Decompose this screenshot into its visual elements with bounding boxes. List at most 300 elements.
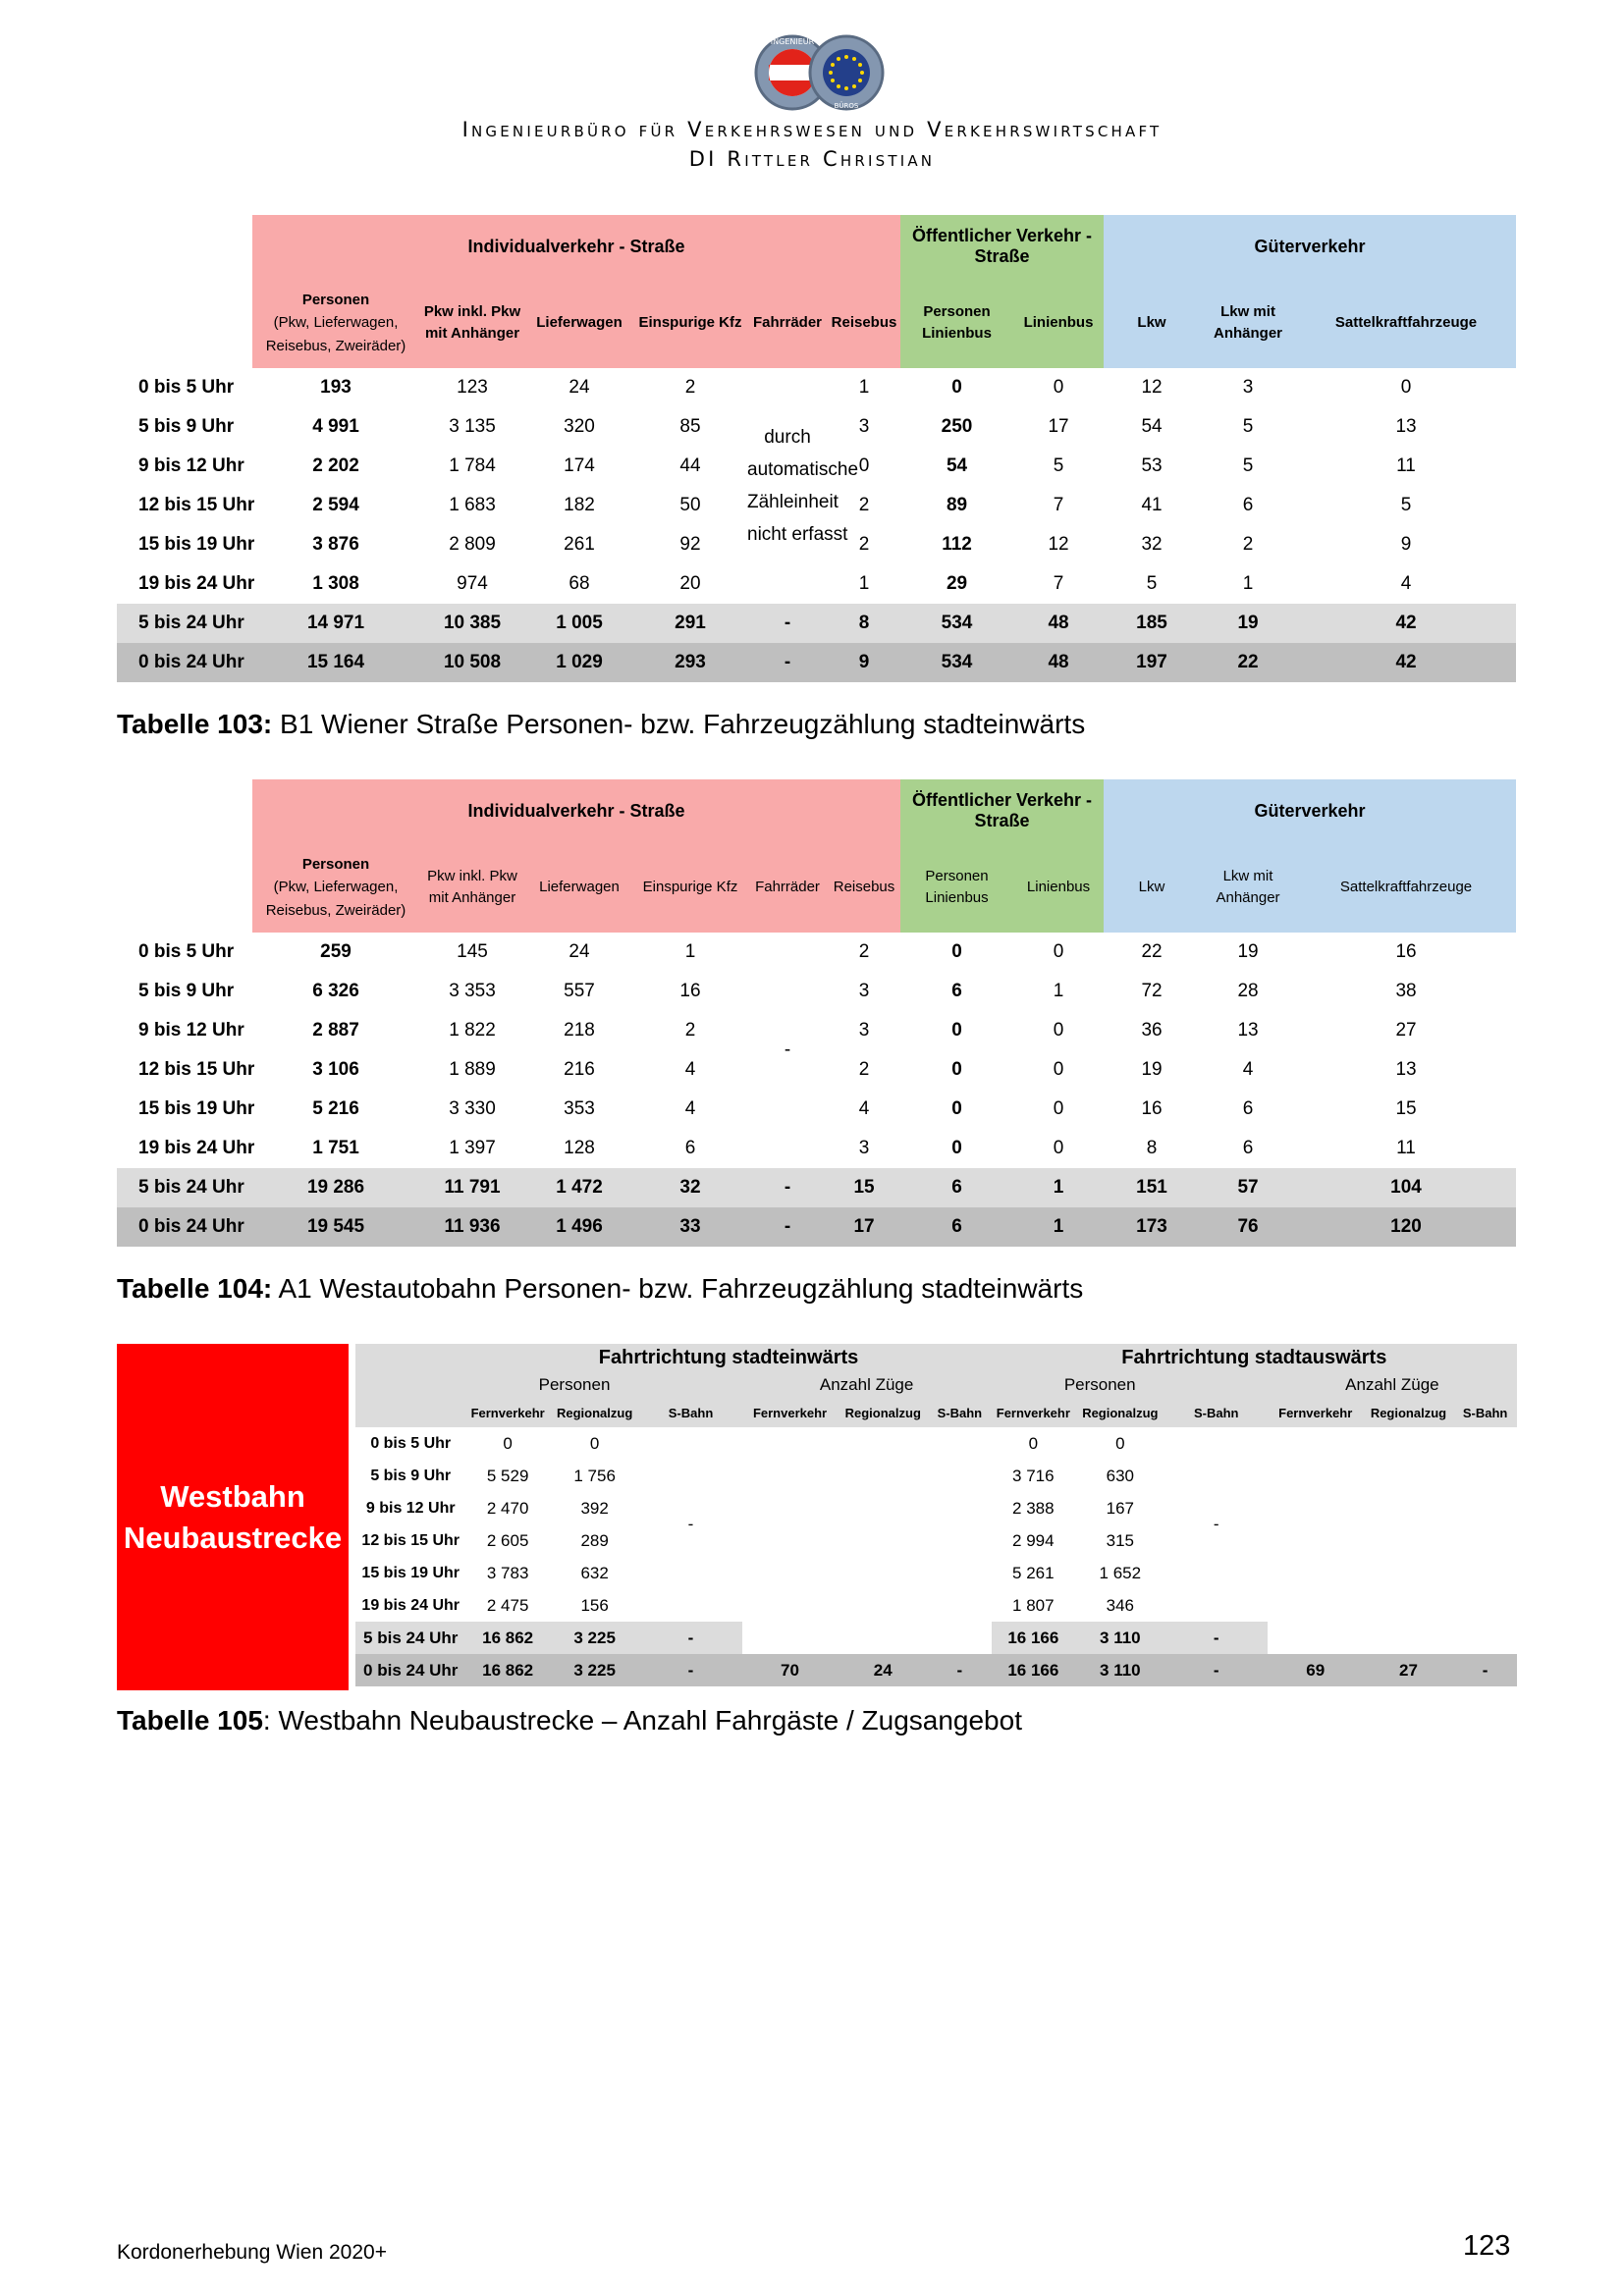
cell: 2 594 xyxy=(312,495,359,515)
cell: 1 784 xyxy=(449,455,496,476)
cell: 24 xyxy=(838,1654,928,1686)
cell: 1 xyxy=(858,573,870,594)
cell: 32 xyxy=(1141,534,1163,555)
cell: 12 xyxy=(1048,534,1069,555)
col-fernverkehr: Fernverkehr xyxy=(465,1398,549,1427)
cell: 9 bis 12 Uhr xyxy=(365,1499,456,1517)
col-regionalzug: Regionalzug xyxy=(838,1398,928,1427)
cell: 15 xyxy=(828,1168,900,1207)
col-linienbus: Linienbus xyxy=(1013,278,1104,368)
cell: 42 xyxy=(1296,604,1516,643)
row-label: 5 bis 24 Uhr xyxy=(355,1622,465,1654)
cell: 1 652 xyxy=(1099,1563,1142,1582)
cell: 19 xyxy=(1141,1059,1163,1080)
col-s-bahn: S-Bahn xyxy=(1165,1398,1268,1427)
col-lkw: Lkw xyxy=(1104,842,1200,933)
cell: 1 005 xyxy=(525,604,633,643)
cell: 3 353 xyxy=(449,981,496,1001)
cell: 8 xyxy=(1146,1138,1158,1158)
page-number: 123 xyxy=(1463,2230,1511,2262)
cell: 3 876 xyxy=(312,534,359,555)
col-fahrraeder: Fahrräder xyxy=(747,842,828,933)
cell: 2 202 xyxy=(312,455,359,476)
table-row xyxy=(355,1427,1517,1460)
col-fernverkehr: Fernverkehr xyxy=(1268,1398,1364,1427)
cell: 5 bis 24 Uhr xyxy=(117,604,252,643)
cell: 3 xyxy=(858,1138,870,1158)
cell: 346 xyxy=(1106,1595,1135,1615)
col-personen-linienbus: Personen Linienbus xyxy=(900,842,1013,933)
cell: 1 308 xyxy=(312,573,359,594)
col-fernverkehr: Fernverkehr xyxy=(992,1398,1075,1427)
cell: 22 xyxy=(1200,643,1296,682)
cell: 19 xyxy=(1200,604,1296,643)
s-bahn-dash: - xyxy=(1213,1515,1219,1533)
direction-stadteinwaerts: Fahrtrichtung stadteinwärts xyxy=(465,1344,991,1372)
cell: 0 xyxy=(1053,1138,1064,1158)
cell: 16 862 xyxy=(465,1654,549,1686)
cell: 15 bis 19 Uhr xyxy=(361,1564,460,1581)
table-sum-row xyxy=(117,1207,1516,1247)
group-anzahl-zuege-out: Anzahl Züge xyxy=(1268,1372,1517,1398)
cell: 27 xyxy=(1364,1654,1454,1686)
cell: 32 xyxy=(633,1168,747,1207)
cell: 57 xyxy=(1200,1168,1296,1207)
col-lieferwagen: Lieferwagen xyxy=(525,278,633,368)
cell: 6 xyxy=(1242,1098,1254,1119)
cell: 48 xyxy=(1013,604,1104,643)
cell: 0 xyxy=(951,1098,962,1119)
cell: - xyxy=(1165,1654,1268,1686)
cell: 632 xyxy=(580,1563,609,1582)
cell: 27 xyxy=(1395,1020,1417,1041)
caption-105: Tabelle 105: Westbahn Neubaustrecke – Anzahl Fahrgäste / Zugsangebot xyxy=(117,1705,1022,1735)
cell: 19 bis 24 Uhr xyxy=(138,573,255,594)
cell: 6 xyxy=(951,981,962,1001)
cell: 289 xyxy=(580,1530,609,1550)
cell: 3 xyxy=(1242,377,1254,398)
cell: 193 xyxy=(320,377,352,398)
col-regionalzug: Regionalzug xyxy=(550,1398,640,1427)
cell: 48 xyxy=(1013,643,1104,682)
cell: 1 683 xyxy=(449,495,496,515)
cell: 7 xyxy=(1053,495,1064,515)
cell: 3 783 xyxy=(486,1563,529,1582)
cell: 19 bis 24 Uhr xyxy=(361,1596,460,1614)
cell: 9 xyxy=(828,643,900,682)
cell: 5 xyxy=(1053,455,1064,476)
cell: 293 xyxy=(633,643,747,682)
caption-104: Tabelle 104: A1 Westautobahn Personen- bzw. Fahrzeugzählung stadteinwärts xyxy=(117,1273,1084,1304)
cell: 38 xyxy=(1395,981,1417,1001)
cell: 167 xyxy=(1106,1498,1135,1518)
cell: 0 xyxy=(589,1433,600,1453)
cell: 3 106 xyxy=(312,1059,359,1080)
row-label: 0 bis 24 Uhr xyxy=(355,1654,465,1686)
logo-text-top: INGENIEUR xyxy=(770,37,815,46)
group-individualverkehr: Individualverkehr - Straße xyxy=(252,215,900,278)
cell: 151 xyxy=(1104,1168,1200,1207)
cell: 3 110 xyxy=(1075,1654,1165,1686)
col-reisebus: Reisebus xyxy=(828,842,900,933)
cell: 0 xyxy=(1053,1020,1064,1041)
cell: 218 xyxy=(564,1020,595,1041)
cell: 15 bis 19 Uhr xyxy=(138,534,255,555)
cell: 2 xyxy=(858,1059,870,1080)
col-s-bahn: S-Bahn xyxy=(639,1398,741,1427)
table-103 xyxy=(117,215,1516,682)
cell: 72 xyxy=(1141,981,1163,1001)
cell: 104 xyxy=(1296,1168,1516,1207)
cell: - xyxy=(747,604,828,643)
cell: 557 xyxy=(564,981,595,1001)
col-reisebus: Reisebus xyxy=(828,278,900,368)
cell: 5 xyxy=(1400,495,1412,515)
group-personen-out: Personen xyxy=(992,1372,1268,1398)
cell: 630 xyxy=(1106,1466,1135,1485)
s-bahn-dash: - xyxy=(687,1515,694,1533)
cell: 33 xyxy=(633,1207,747,1247)
cell: 12 bis 15 Uhr xyxy=(361,1531,460,1549)
cell: 17 xyxy=(828,1207,900,1247)
cell: 1 xyxy=(1053,981,1064,1001)
cell: 250 xyxy=(941,416,973,437)
cell: 19 545 xyxy=(252,1207,419,1247)
cell: 120 xyxy=(1296,1207,1516,1247)
cell: 1 029 xyxy=(525,643,633,682)
cell: 5 bis 9 Uhr xyxy=(370,1467,452,1484)
table-sum-row xyxy=(117,1168,1516,1207)
cell: - xyxy=(639,1654,741,1686)
cell: 174 xyxy=(564,455,595,476)
cell: 9 bis 12 Uhr xyxy=(138,455,244,476)
col-regionalzug: Regionalzug xyxy=(1364,1398,1454,1427)
col-regionalzug: Regionalzug xyxy=(1075,1398,1165,1427)
cell: 4 xyxy=(684,1098,696,1119)
cell: 16 166 xyxy=(992,1622,1075,1654)
cell: 5 bis 9 Uhr xyxy=(138,981,235,1001)
cell: 0 xyxy=(503,1433,513,1453)
cell: 0 xyxy=(1053,377,1064,398)
cell: 2 388 xyxy=(1012,1498,1055,1518)
cell: 0 bis 24 Uhr xyxy=(117,643,252,682)
cell: 2 994 xyxy=(1012,1530,1055,1550)
cell: 4 xyxy=(1242,1059,1254,1080)
cell: 20 xyxy=(679,573,701,594)
cell: 353 xyxy=(564,1098,595,1119)
westbahn-title-box: Westbahn Neubaustrecke xyxy=(117,1344,349,1690)
cell: 182 xyxy=(564,495,595,515)
company-logo xyxy=(748,33,888,114)
cell: 11 936 xyxy=(419,1207,525,1247)
cell: 15 bis 19 Uhr xyxy=(138,1098,255,1119)
col-pkw: Pkw inkl. Pkw mit Anhänger xyxy=(419,278,525,368)
cell: 6 326 xyxy=(312,981,359,1001)
cell: 24 xyxy=(568,941,590,962)
cell: 5 xyxy=(1242,416,1254,437)
cell: 54 xyxy=(1141,416,1163,437)
direction-stadtauswaerts: Fahrtrichtung stadtauswärts xyxy=(992,1344,1517,1372)
cell: 68 xyxy=(568,573,590,594)
cell: 2 xyxy=(858,495,870,515)
cell: 19 xyxy=(1237,941,1259,962)
cell: 53 xyxy=(1141,455,1163,476)
cell: 10 385 xyxy=(419,604,525,643)
cell: 4 991 xyxy=(312,416,359,437)
cell: 42 xyxy=(1296,643,1516,682)
cell: 0 bis 5 Uhr xyxy=(370,1434,452,1452)
cell: 2 470 xyxy=(486,1498,529,1518)
cell: 8 xyxy=(828,604,900,643)
cell: 0 xyxy=(858,455,870,476)
group-individualverkehr: Individualverkehr - Straße xyxy=(252,779,900,842)
cell: 3 110 xyxy=(1075,1622,1165,1654)
cell: 1 xyxy=(684,941,696,962)
cell: 0 xyxy=(951,1138,962,1158)
cell: 1 472 xyxy=(525,1168,633,1207)
cell: 7 xyxy=(1053,573,1064,594)
cell: 5 bis 24 Uhr xyxy=(117,1168,252,1207)
col-personen-linienbus: Personen Linienbus xyxy=(900,278,1013,368)
cell: 16 166 xyxy=(992,1654,1075,1686)
cell: 70 xyxy=(742,1654,839,1686)
empty-cell xyxy=(1268,1427,1517,1622)
group-personen-in: Personen xyxy=(465,1372,741,1398)
cell: 145 xyxy=(457,941,488,962)
cell: 15 164 xyxy=(252,643,419,682)
col-personen: Personen (Pkw, Lieferwagen, Reisebus, Zweiräder) xyxy=(252,842,419,933)
cell: 12 xyxy=(1141,377,1163,398)
cell: 22 xyxy=(1141,941,1163,962)
cell: 17 xyxy=(1048,416,1069,437)
cell: 19 286 xyxy=(252,1168,419,1207)
caption-103: Tabelle 103: B1 Wiener Straße Personen- bzw. Fahrzeugzählung stadteinwärts xyxy=(117,709,1086,739)
cell: 6 xyxy=(1242,495,1254,515)
logo-text-bottom: BÜROS xyxy=(834,102,859,110)
cell: 128 xyxy=(564,1138,595,1158)
cell: 12 bis 15 Uhr xyxy=(138,1059,255,1080)
fahrraeder-dash: - xyxy=(784,1040,791,1060)
col-fahrraeder: Fahrräder xyxy=(747,278,828,368)
cell: 12 bis 15 Uhr xyxy=(138,495,255,515)
cell: 11 xyxy=(1396,455,1416,476)
cell: - xyxy=(747,643,828,682)
cell: 4 xyxy=(684,1059,696,1080)
cell: 9 xyxy=(1400,534,1412,555)
cell: 0 xyxy=(951,377,962,398)
col-s-bahn: S-Bahn xyxy=(928,1398,992,1427)
cell: 44 xyxy=(679,455,701,476)
cell: 4 xyxy=(1400,573,1412,594)
cell: 16 xyxy=(679,981,701,1001)
table-sum-row xyxy=(117,604,1516,643)
cell: 173 xyxy=(1104,1207,1200,1247)
cell: 3 225 xyxy=(550,1654,640,1686)
cell: 3 716 xyxy=(1012,1466,1055,1485)
cell: 11 791 xyxy=(419,1168,525,1207)
col-s-bahn: S-Bahn xyxy=(1453,1398,1517,1427)
cell: 11 xyxy=(1396,1138,1416,1158)
note-not-counted: durch automatische Zähleinheit nicht erfasst xyxy=(747,426,859,546)
cell: 3 225 xyxy=(550,1622,640,1654)
group-anzahl-zuege-in: Anzahl Züge xyxy=(742,1372,992,1398)
cell: 185 xyxy=(1104,604,1200,643)
table-104 xyxy=(117,779,1516,1247)
cell: 0 xyxy=(1115,1433,1125,1453)
cell: 0 xyxy=(1028,1433,1039,1453)
cell: 156 xyxy=(580,1595,609,1615)
cell: 5 529 xyxy=(486,1466,529,1485)
cell: - xyxy=(747,1168,828,1207)
cell: 6 xyxy=(684,1138,696,1158)
cell: - xyxy=(639,1622,741,1654)
cell: 41 xyxy=(1141,495,1163,515)
cell: 19 bis 24 Uhr xyxy=(138,1138,255,1158)
cell: 5 261 xyxy=(1012,1563,1055,1582)
cell: 2 xyxy=(1242,534,1254,555)
cell: 5 xyxy=(1146,573,1158,594)
col-personen: Personen (Pkw, Lieferwagen, Reisebus, Zweiräder) xyxy=(252,278,419,368)
cell: 16 862 xyxy=(465,1622,549,1654)
cell: 13 xyxy=(1395,1059,1417,1080)
col-lieferwagen: Lieferwagen xyxy=(525,842,633,933)
empty-cell xyxy=(742,1427,992,1622)
cell: 392 xyxy=(580,1498,609,1518)
cell: 5 bis 9 Uhr xyxy=(138,416,235,437)
cell: 3 xyxy=(858,981,870,1001)
cell: - xyxy=(928,1654,992,1686)
cell: 76 xyxy=(1200,1207,1296,1247)
table-row xyxy=(117,368,1516,407)
cell: 2 xyxy=(858,534,870,555)
col-pkw: Pkw inkl. Pkw mit Anhänger xyxy=(419,842,525,933)
cell: 0 xyxy=(1400,377,1412,398)
cell: 1 807 xyxy=(1012,1595,1055,1615)
cell: 2 xyxy=(684,377,696,398)
cell: 50 xyxy=(679,495,701,515)
cell: 69 xyxy=(1268,1654,1364,1686)
cell: 1 756 xyxy=(573,1466,616,1485)
cell: 1 xyxy=(858,377,870,398)
cell: 320 xyxy=(564,416,595,437)
cell: 2 xyxy=(858,941,870,962)
group-gueterverkehr: Güterverkehr xyxy=(1104,779,1516,842)
col-linienbus: Linienbus xyxy=(1013,842,1104,933)
cell: 2 809 xyxy=(449,534,496,555)
cell: 1 xyxy=(1242,573,1254,594)
cell: 2 475 xyxy=(486,1595,529,1615)
cell: 3 330 xyxy=(449,1098,496,1119)
cell: 0 bis 5 Uhr xyxy=(138,941,235,962)
cell: 2 887 xyxy=(312,1020,359,1041)
cell: 13 xyxy=(1237,1020,1259,1041)
cell: 54 xyxy=(946,455,968,476)
cell: 1 xyxy=(1013,1207,1104,1247)
cell: 4 xyxy=(858,1098,870,1119)
cell: 10 508 xyxy=(419,643,525,682)
cell: 0 xyxy=(951,1059,962,1080)
table-row xyxy=(117,933,1516,972)
col-fernverkehr: Fernverkehr xyxy=(742,1398,839,1427)
cell: 16 xyxy=(1395,941,1417,962)
cell: 6 xyxy=(900,1207,1013,1247)
col-lkw-anhaenger: Lkw mit Anhänger xyxy=(1200,842,1296,933)
cell: 0 xyxy=(1053,1059,1064,1080)
cell: 1 751 xyxy=(312,1138,359,1158)
header-line-1: Ingenieurbüro für Verkehrswesen und Verkehrswirtschaft xyxy=(461,118,1163,141)
group-oeffentlicher-verkehr: Öffentlicher Verkehr - Straße xyxy=(900,215,1104,278)
cell: 1 889 xyxy=(449,1059,496,1080)
cell: 0 xyxy=(951,941,962,962)
cell: 3 135 xyxy=(449,416,496,437)
cell: 315 xyxy=(1106,1530,1135,1550)
cell: 6 xyxy=(1242,1138,1254,1158)
cell: 1 822 xyxy=(449,1020,496,1041)
col-sattelkraftfahrzeuge: Sattelkraftfahrzeuge xyxy=(1296,278,1516,368)
cell: 2 605 xyxy=(486,1530,529,1550)
cell: 112 xyxy=(942,534,972,555)
cell: 0 xyxy=(1053,941,1064,962)
cell: 85 xyxy=(679,416,701,437)
cell: 0 xyxy=(1053,1098,1064,1119)
col-einspurige: Einspurige Kfz xyxy=(633,842,747,933)
cell: 197 xyxy=(1104,643,1200,682)
cell: 123 xyxy=(457,377,488,398)
cell: 261 xyxy=(564,534,595,555)
col-sattelkraftfahrzeuge: Sattelkraftfahrzeuge xyxy=(1296,842,1516,933)
cell: 16 xyxy=(1141,1098,1163,1119)
cell: 0 bis 24 Uhr xyxy=(117,1207,252,1247)
col-lkw: Lkw xyxy=(1104,278,1200,368)
footer-document-title: Kordonerhebung Wien 2020+ xyxy=(117,2241,387,2264)
table-sum-row xyxy=(117,643,1516,682)
cell: 0 bis 5 Uhr xyxy=(138,377,235,398)
cell: 5 216 xyxy=(312,1098,359,1119)
cell: 259 xyxy=(320,941,352,962)
col-lkw-anhaenger: Lkw mit Anhänger xyxy=(1200,278,1296,368)
cell: 534 xyxy=(900,643,1013,682)
cell: 13 xyxy=(1395,416,1417,437)
cell: - xyxy=(1453,1654,1517,1686)
cell: - xyxy=(1165,1622,1268,1654)
cell: 3 xyxy=(858,416,870,437)
cell: - xyxy=(747,1207,828,1247)
cell: 36 xyxy=(1141,1020,1163,1041)
group-gueterverkehr: Güterverkehr xyxy=(1104,215,1516,278)
cell: 24 xyxy=(568,377,590,398)
cell: 6 xyxy=(900,1168,1013,1207)
col-einspurige: Einspurige Kfz xyxy=(633,278,747,368)
cell: 9 bis 12 Uhr xyxy=(138,1020,244,1041)
cell: 28 xyxy=(1237,981,1259,1001)
cell: 14 971 xyxy=(252,604,419,643)
header-line-2: DI Rittler Christian xyxy=(688,147,936,171)
group-oeffentlicher-verkehr: Öffentlicher Verkehr - Straße xyxy=(900,779,1104,842)
cell: 3 xyxy=(858,1020,870,1041)
cell: 216 xyxy=(564,1059,595,1080)
cell: 291 xyxy=(633,604,747,643)
cell: 0 xyxy=(951,1020,962,1041)
cell: 5 xyxy=(1242,455,1254,476)
cell: 29 xyxy=(946,573,968,594)
cell: 92 xyxy=(679,534,701,555)
cell: 1 xyxy=(1013,1168,1104,1207)
cell: 534 xyxy=(900,604,1013,643)
cell: 1 397 xyxy=(449,1138,496,1158)
cell: 1 496 xyxy=(525,1207,633,1247)
table-105 xyxy=(355,1344,1517,1686)
cell: 15 xyxy=(1395,1098,1417,1119)
